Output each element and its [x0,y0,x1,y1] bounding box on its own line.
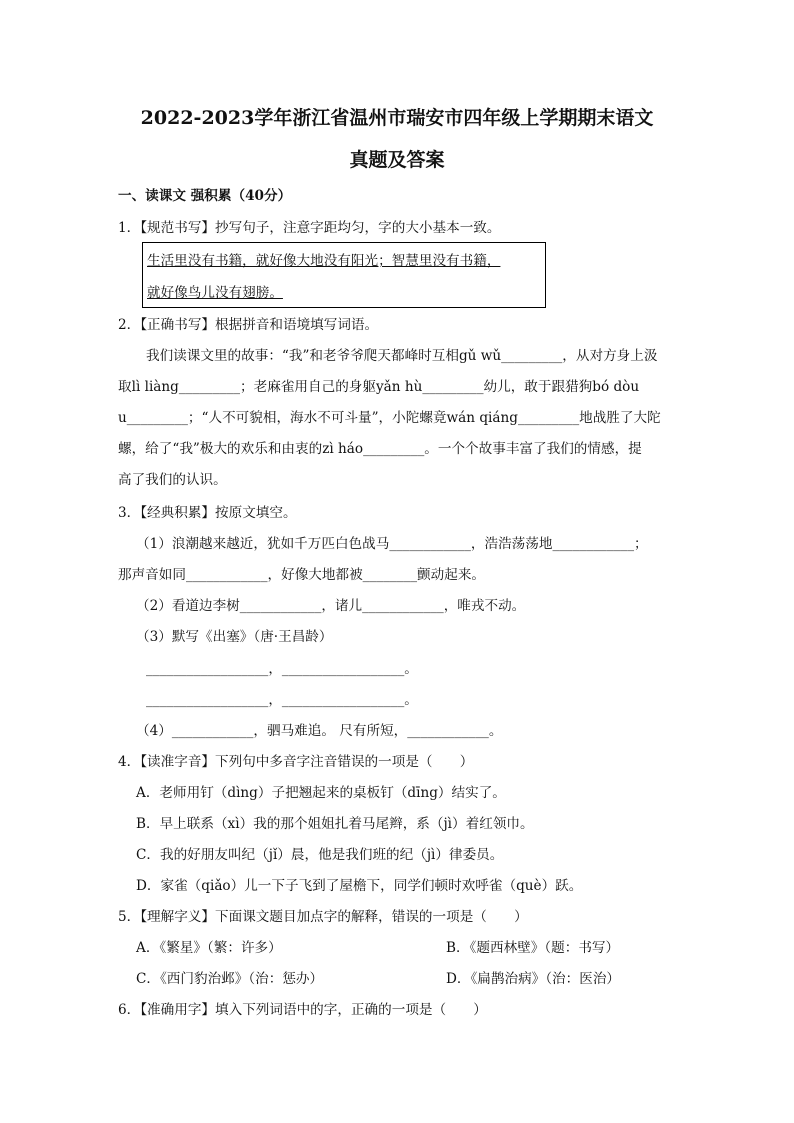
question-4-option-a: A．老师用钉（dìng）子把翘起来的桌板钉（dīng）结实了。 [136,785,506,801]
poem-blank-line-2: __________________，__________________。 [146,692,418,708]
question-2-paragraph-line: 我们读课文里的故事：“我”和老爷爷爬天都峰时互相gǔ wǔ_________，从对方身上汲 [146,348,658,364]
question-4-stem: 4．【读准字音】下列句中多音字注音错误的一项是（ ） [118,754,474,770]
copy-sentence-line-2: 就好像鸟儿没有翅膀。 [147,285,283,301]
question-1-stem: 1．【规范书写】抄写句子，注意字距均匀，字的大小基本一致。 [118,220,501,236]
copy-sentence-line-1: 生活里没有书籍，就好像大地没有阳光；智慧里没有书籍， [147,253,501,269]
question-3-item-2: （2）看道边李树____________，诸儿____________，唯戎不动。 [136,598,526,614]
question-4-option-b: B．早上联系（xì）我的那个姐姐扎着马尾辫，系（jì）着红领巾。 [136,816,534,832]
question-6-stem: 6．【准确用字】填入下列词语中的字，正确的一项是（ ） [118,1002,487,1018]
question-4-option-d: D．家雀（qiǎo）儿一下子飞到了屋檐下，同学们顿时欢呼雀（què）跃。 [136,878,583,894]
question-5-option-b: B．《题西林壁》（题：书写） [446,940,620,956]
section-heading: 一、读课文 强积累（40分） [118,188,292,204]
question-5-option-d: D．《扁鹊治病》（治：医治） [446,971,621,987]
question-2-stem: 2．【正确书写】根据拼音和语境填写词语。 [118,317,379,333]
poem-blank-line-1: __________________，__________________。 [146,661,418,677]
question-5-option-c: C．《西门豹治邺》（治：惩办） [136,971,324,987]
question-2-paragraph-line: u_________；“人不可貌相，海水不可斗量”，小陀螺竟wán qiáng_________地战胜了大陀 [118,410,661,426]
question-5-stem: 5．【理解字义】下面课文题目加点字的解释，错误的一项是（ ） [118,909,528,925]
question-3-stem: 3．【经典积累】按原文填空。 [118,505,297,521]
title-line-1: 2022-2023学年浙江省温州市瑞安市四年级上学期期末语文 [140,107,654,129]
question-2-paragraph-line: 螺，给了“我”极大的欢乐和由衷的zì háo_________。一个个故事丰富了我们的情感，提 [118,441,642,457]
title-line-2: 真题及答案 [349,149,445,171]
question-3-item-1-cont: 那声音如同____________，好像大地都被________颤动起来。 [118,567,486,583]
question-3-item-3: （3）默写《出塞》（唐·王昌龄） [136,629,333,645]
question-2-paragraph-line: 取lì liàng_________；老麻雀用自己的身躯yǎn hù_________幼儿，敢于跟猎狗bó dòu [118,379,640,395]
question-2-paragraph-line: 高了我们的认识。 [118,472,227,488]
question-3-item-4: （4）____________，驷马难追。 尺有所短，____________。 [136,723,503,739]
copy-sentence-box [142,242,546,308]
question-4-option-c: C．我的好朋友叫纪（jǐ）晨，他是我们班的纪（jì）律委员。 [136,847,504,863]
question-5-option-a: A．《繁星》（繁：许多） [136,940,282,956]
question-3-item-1: （1）浪潮越来越近，犹如千万匹白色战马____________，浩浩荡荡地____________； [136,536,648,552]
